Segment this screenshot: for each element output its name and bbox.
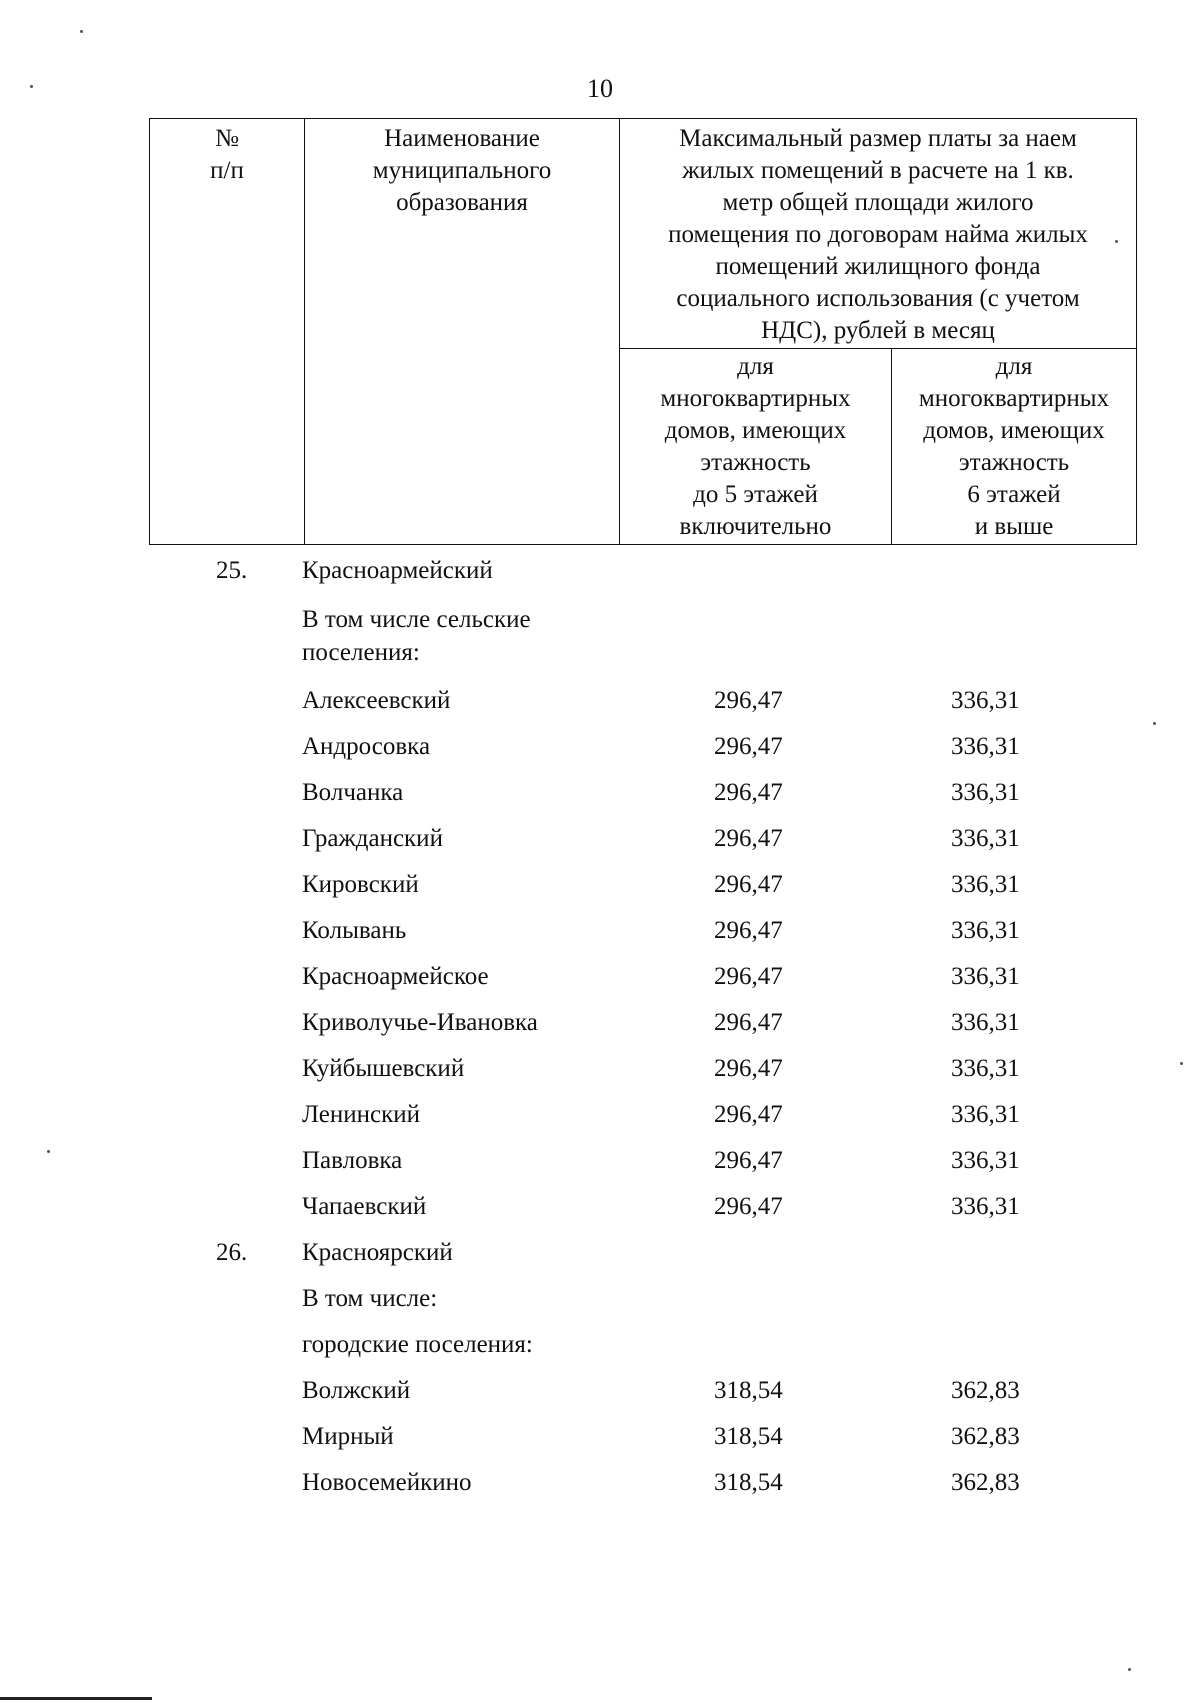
header-sub-up-to-5-floors: для многоквартирных домов, имеющих этажность до 5 этажей включительно (620, 349, 892, 545)
table-row: Куйбышевский 296,47 336,31 (302, 1055, 1020, 1082)
table-header (149, 118, 1137, 545)
section-number: 25. (216, 557, 248, 584)
table-row: Кировский 296,47 336,31 (302, 871, 1020, 898)
header-col-name: Наименование муниципального образования (305, 119, 620, 545)
header-col-max-fee: Максимальный размер платы за наем жилых помещений в расчете на 1 кв. метр общей площади жилого помещения по договорам найма жилых помещений жилищного фонда социального использования (с учетом НДС), рублей в месяц (620, 119, 1137, 349)
table-row: Ленинский 296,47 336,31 (302, 1101, 1020, 1128)
section-subheading: В том числе сельские поселения: (302, 606, 531, 666)
table-row: Чапаевский 296,47 336,31 (302, 1193, 1020, 1220)
table-row: Волжский 318,54 362,83 (302, 1377, 1020, 1404)
scan-speck (1128, 1668, 1131, 1671)
section-subheading: В том числе: (302, 1285, 438, 1312)
table-row: Новосемейкино 318,54 362,83 (302, 1469, 1020, 1496)
scan-speck (1180, 1062, 1183, 1065)
section-number: 26. (216, 1239, 248, 1266)
scan-speck (47, 1150, 50, 1153)
header-col-number: № п/п (150, 119, 305, 545)
scan-speck (1115, 240, 1118, 243)
header-sub-6-floors-and-above: для многоквартирных домов, имеющих этажность 6 этажей и выше (892, 349, 1137, 545)
section-heading (0, 1236, 1200, 1270)
page-number: 10 (587, 74, 613, 103)
scan-speck (30, 85, 33, 88)
scan-speck (1153, 722, 1156, 725)
scan-speck (80, 30, 83, 33)
section-name: Красноармейский (302, 557, 493, 584)
section-subheading: городские поселения: (302, 1331, 533, 1358)
table-row: Мирный 318,54 362,83 (302, 1423, 1020, 1450)
table-row: Криволучье-Ивановка 296,47 336,31 (302, 1009, 1020, 1036)
table-row: Павловка 296,47 336,31 (302, 1147, 1020, 1174)
table-row: Алексеевский 296,47 336,31 (302, 687, 1020, 714)
scan-edge-line (0, 1697, 152, 1700)
table-row: Андросовка 296,47 336,31 (302, 733, 1020, 760)
table-row: Красноармейское 296,47 336,31 (302, 963, 1020, 990)
table-row: Колывань 296,47 336,31 (302, 917, 1020, 944)
table-row: Гражданский 296,47 336,31 (302, 825, 1020, 852)
section-heading (0, 554, 1200, 588)
table-row: Волчанка 296,47 336,31 (302, 779, 1020, 806)
section-name: Красноярский (302, 1239, 453, 1266)
